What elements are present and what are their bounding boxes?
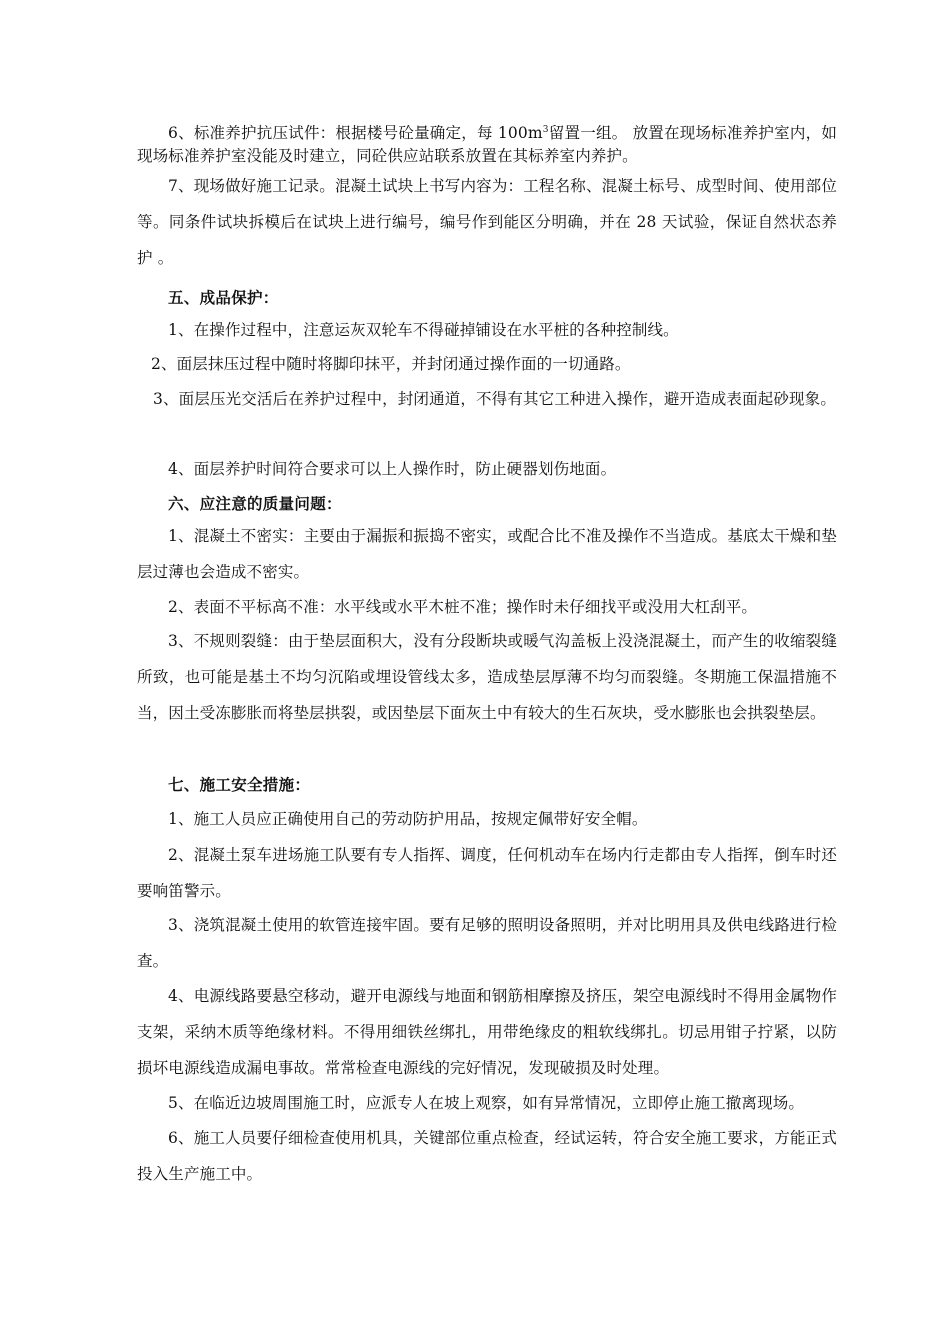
safety-item-3: 3、浇筑混凝土使用的软管连接牢固。要有足够的照明设备照明，并对比明用具及供电线路进行检查。 [137,916,837,970]
protection-item-2: 2、面层抹压过程中随时将脚印抹平，并封闭通过操作面的一切通路。 [151,355,631,373]
paragraph-standard-curing-text-b: 留置一组。 放置在现场标准养护室内，如现场标准养护室没能及时建立，同砼供应站联系放置在其标养室内养护。 [137,124,837,165]
paragraph-standard-curing [137,122,837,168]
heading-product-protection: 五、成品保护： [168,288,279,307]
safety-item-2: 2、混凝土泵车进场施工队要有专人指挥、调度，任何机动车在场内行走都由专人指挥，倒车时还要响笛警示。 [137,846,837,900]
protection-item-1: 1、在操作过程中，注意运灰双轮车不得碰掉铺设在水平桩的各种控制线。 [168,321,679,339]
heading-safety-measures: 七、施工安全措施： [168,775,311,794]
safety-item-4: 4、电源线路要悬空移动，避开电源线与地面和钢筋相摩擦及挤压，架空电源线时不得用金属物作支架，采纳木质等绝缘材料。不得用细铁丝绑扎，用带绝缘皮的粗软线绑扎。切忌用钳子拧紧，以防损坏电源线造成漏电事故。常常检查电源线的完好情况，发现破损及时处理。 [137,987,837,1077]
paragraph-construction-record: 7、现场做好施工记录。混凝土试块上书写内容为：工程名称、混凝土标号、成型时间、使用部位等。同条件试块拆模后在试块上进行编号，编号作到能区分明确，并在 28 天试验，保证自然状态养护 。 [137,177,837,267]
quality-item-2: 2、表面不平标高不准：水平线或水平木桩不准；操作时未仔细找平或没用大杠刮平。 [168,598,758,616]
heading-quality-issues: 六、应注意的质量问题： [168,494,342,513]
protection-item-3: 3、面层压光交活后在养护过程中，封闭通道，不得有其它工种进入操作，避开造成表面起砂现象。 [153,390,836,408]
protection-item-4: 4、面层养护时间符合要求可以上人操作时，防止硬器划伤地面。 [168,460,617,478]
quality-item-1: 1、混凝土不密实：主要由于漏振和振捣不密实，或配合比不准及操作不当造成。基底太干燥和垫层过薄也会造成不密实。 [137,527,837,581]
quality-item-3: 3、不规则裂缝：由于垫层面积大，没有分段断块或暖气沟盖板上没浇混凝土，而产生的收缩裂缝所致，也可能是基土不均匀沉陷或埋设管线太多，造成垫层厚薄不均匀而裂缝。冬期施工保温措施不当，因土受冻膨胀而将垫层拱裂，或因垫层下面灰土中有较大的生石灰块，受水膨胀也会拱裂垫层。 [137,632,837,722]
safety-item-6: 6、施工人员要仔细检查使用机具，关键部位重点检查，经试运转，符合安全施工要求，方能正式投入生产施工中。 [137,1129,837,1183]
superscript-3: 3 [542,124,549,135]
paragraph-standard-curing-text-a: 6、标准养护抗压试件：根据楼号砼量确定，每 100m [168,124,543,142]
safety-item-1: 1、施工人员应正确使用自己的劳动防护用品，按规定佩带好安全帽。 [168,810,648,828]
safety-item-5: 5、在临近边坡周围施工时，应派专人在坡上观察，如有异常情况，立即停止施工撤离现场。 [168,1094,805,1112]
